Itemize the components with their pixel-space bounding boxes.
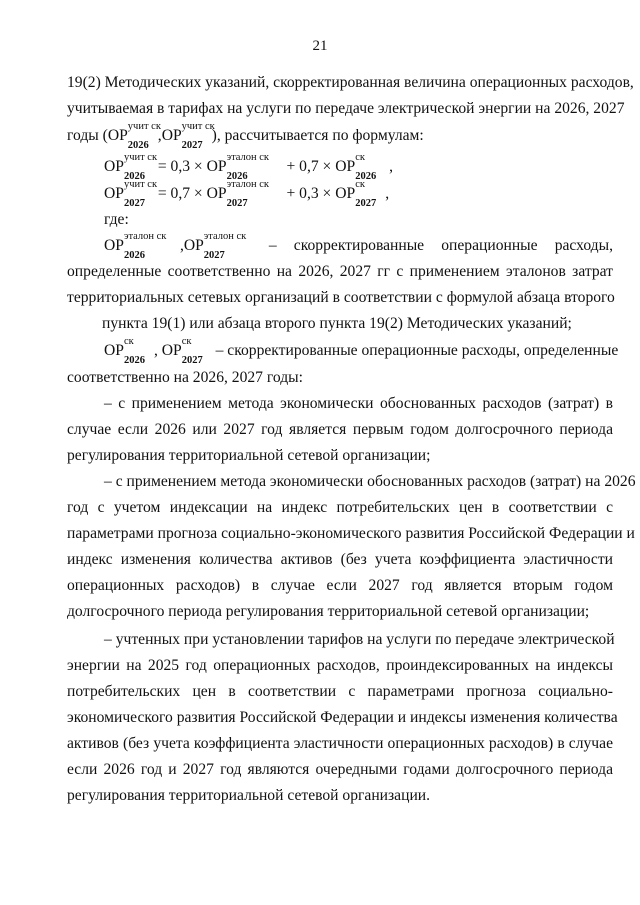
bullet2-line4: индекс изменения количества активов (без учета коэффициента эластичности xyxy=(67,551,613,568)
bullet3-line6: если 2026 год и 2027 год являются очередными годами долгосрочного периода xyxy=(67,761,613,778)
def1-etalon-2027: ОР эталон ск 2027 xyxy=(183,231,247,261)
para1-line3-post: ), рассчитывается по формулам: xyxy=(211,127,424,144)
formula1-sk: ОР ск 2026 xyxy=(335,152,377,182)
def1-line3: территориальных сетевых организаций в соответствии с формулой абзаца второго xyxy=(67,289,615,306)
def2-line2: соответственно на 2026, 2027 годы: xyxy=(67,369,303,386)
bullet2-line3: параметрами прогноза социально-экономического развития Российской Федерации и xyxy=(67,525,635,542)
para1-line1-text: 19(2) Методических указаний, скорректированная величина операционных расходов, xyxy=(67,74,634,91)
op-2027-uchit-symbol: ОР учит ск 2027 xyxy=(161,121,215,151)
def1-line4: пункта 19(1) или абзаца второго пункта 19(2) Методических указаний; xyxy=(102,315,572,332)
bullet1-line2: случае если 2026 или 2027 год является первым годом долгосрочного периода xyxy=(67,421,613,438)
formula1-lhs: ОР учит ск 2026 xyxy=(104,152,158,182)
def2-sk-2026: ОР ск 2026 xyxy=(104,336,145,366)
para1-line3 xyxy=(67,121,424,151)
bullet2-line5: операционных расходов) в случае если 2027 год является вторым годом xyxy=(67,577,613,594)
formula-2027: ОР учит ск 2027 = 0,7 × ОР эталон ск 2027 + 0,3 × ОР ск 2027 , xyxy=(104,179,390,209)
bullet3-line7: регулирования территориальной сетевой организации. xyxy=(67,787,431,804)
formula2-etalon: ОР эталон ск 2027 xyxy=(206,179,270,209)
formula2-sk: ОР ск 2027 xyxy=(335,179,377,209)
para1-line3-pre: годы ( xyxy=(67,127,108,144)
bullet1-line3: регулирования территориальной сетевой организации; xyxy=(67,447,431,464)
bullet2-line2: год с учетом индексации на индекс потребительских цен в соответствии с xyxy=(67,499,613,516)
def1-etalon-2026: ОР эталон ск 2026 xyxy=(104,231,167,261)
where-label: где: xyxy=(104,211,129,228)
def1-line2: определенные соответственно на 2026, 2027 гг с применением эталонов затрат xyxy=(67,263,613,280)
def2-sk-2027: ОР ск 2027 xyxy=(161,336,203,366)
def2-line1: ОР ск 2026 , ОР ск 2027 – скорректированные операционные расходы, определенные xyxy=(104,336,619,366)
formula2-lhs: ОР учит ск 2027 xyxy=(104,179,158,209)
formula-2026: ОР учит ск 2026 = 0,3 × ОР эталон ск 2026 + 0,7 × ОР ск 2026 , xyxy=(104,152,393,182)
def1-line1: ОР эталон ск 2026 ,ОР эталон ск 2027 – скорректированные операционные расходы, xyxy=(104,231,613,261)
bullet3-line2: энергии на 2025 год операционных расходов, проиндексированных на индексы xyxy=(67,657,613,674)
bullet3-line1: – учтенных при установлении тарифов на услуги по передаче электрической xyxy=(104,631,615,648)
para1-line2: учитываемая в тарифах на услуги по передаче электрической энергии на 2026, 2027 xyxy=(67,100,625,117)
op-2026-uchit-symbol: ОР учит ск 2026 xyxy=(107,121,161,151)
bullet3-line3: потребительских цен в соответствии с параметрами прогноза социально- xyxy=(67,683,613,700)
para1-line1 xyxy=(67,73,634,95)
bullet3-line4: экономического развития Российской Федерации и индексы изменения количества xyxy=(67,709,618,726)
def1-symbols: ОР эталон ск 2026 ,ОР эталон ск 2027 xyxy=(104,231,247,261)
bullet2-line1: – с применением метода экономически обоснованных расходов (затрат) на 2026 xyxy=(104,473,636,490)
bullet3-line5: активов (без учета коэффициента эластичности операционных расходов) в случае xyxy=(67,735,613,752)
formula1-etalon: ОР эталон ск 2026 xyxy=(206,152,270,182)
comma: , xyxy=(157,127,162,144)
bullet2-line6: долгосрочного периода регулирования территориальной сетевой организации; xyxy=(67,603,590,620)
bullet1-line1: – с применением метода экономически обоснованных расходов (затрат) в xyxy=(104,395,613,412)
page-number: 21 xyxy=(312,38,328,54)
